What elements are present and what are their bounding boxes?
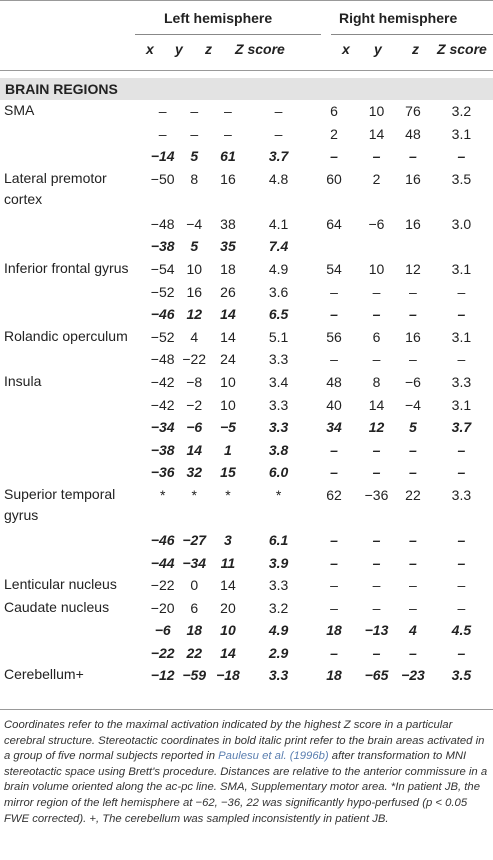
- value-cell: 14: [220, 306, 236, 323]
- value-cell: 40: [326, 396, 342, 413]
- value-cell: 3.3: [268, 667, 289, 684]
- value-cell: 18: [326, 622, 342, 639]
- value-cell: −46: [150, 531, 175, 548]
- value-cell: −18: [216, 667, 240, 684]
- col-left-y: y: [175, 41, 183, 57]
- value-cell: 4: [409, 622, 417, 639]
- value-cell: −50: [150, 170, 175, 187]
- value-cell: 3.1: [451, 328, 472, 345]
- value-cell: −52: [150, 328, 175, 345]
- value-cell: 8: [190, 170, 199, 187]
- value-cell: 3.2: [451, 103, 472, 119]
- value-cell: 1: [224, 441, 232, 458]
- value-cell: 3.1: [451, 396, 472, 413]
- region-cell: SMA: [4, 102, 35, 118]
- value-cell: 48: [326, 373, 342, 390]
- value-cell: 3.1: [451, 125, 472, 142]
- value-cell: 2: [330, 125, 338, 142]
- table-row: [0, 416, 493, 439]
- value-cell: 14: [220, 328, 236, 345]
- region-cell: Lateral premotor cortex: [4, 169, 107, 207]
- region-cell: [0, 642, 147, 665]
- value-cell: –: [158, 125, 167, 142]
- value-cell: −42: [150, 396, 175, 413]
- value-cell: 3.8: [268, 441, 289, 458]
- value-cell: 0: [190, 577, 199, 594]
- region-cell: [0, 394, 147, 417]
- value-cell: 35: [220, 238, 236, 255]
- value-cell: 34: [326, 419, 342, 436]
- value-cell: 38: [220, 215, 236, 232]
- value-cell: −34: [150, 419, 175, 436]
- value-cell: −6: [154, 622, 171, 639]
- value-cell: –: [158, 103, 167, 119]
- region-cell: [0, 213, 147, 236]
- value-cell: –: [190, 103, 199, 119]
- left-hemisphere-heading: Left hemisphere: [164, 10, 273, 26]
- value-cell: 32: [186, 464, 203, 481]
- value-cell: 3.3: [268, 351, 289, 368]
- value-cell: –: [409, 283, 417, 300]
- value-cell: 6: [190, 599, 199, 616]
- table-row: [0, 664, 493, 687]
- value-cell: –: [372, 599, 381, 616]
- value-cell: –: [457, 306, 466, 323]
- value-cell: 3.7: [268, 148, 289, 165]
- value-cell: −38: [150, 441, 175, 458]
- table-row: [0, 303, 493, 326]
- value-cell: –: [409, 531, 417, 548]
- value-cell: 4.9: [268, 260, 289, 277]
- value-cell: –: [274, 103, 283, 119]
- value-cell: 18: [220, 260, 236, 277]
- value-cell: −52: [150, 283, 175, 300]
- value-cell: 3.3: [268, 577, 289, 594]
- value-cell: [357, 235, 396, 258]
- value-cell: *: [275, 486, 282, 503]
- value-cell: 16: [405, 170, 421, 187]
- right-hemisphere-heading: Right hemisphere: [339, 10, 458, 26]
- value-cell: 4.8: [268, 170, 289, 187]
- value-cell: −44: [150, 554, 175, 571]
- table-row: [0, 258, 493, 281]
- col-left-x: x: [146, 41, 154, 57]
- value-cell: −6: [186, 419, 203, 436]
- value-cell: –: [457, 351, 466, 368]
- value-cell: 16: [186, 283, 203, 300]
- value-cell: 14: [368, 125, 385, 142]
- value-cell: −22: [182, 351, 207, 368]
- table-row: [0, 145, 493, 168]
- value-cell: 62: [326, 486, 342, 503]
- table-row: [0, 574, 493, 597]
- table-row: [0, 326, 493, 349]
- table-row: [0, 461, 493, 484]
- region-cell: [0, 303, 147, 326]
- value-cell: –: [409, 306, 417, 323]
- value-cell: –: [330, 351, 338, 368]
- value-cell: 3.5: [451, 667, 472, 684]
- value-cell: –: [330, 306, 338, 323]
- value-cell: 2: [372, 170, 381, 187]
- value-cell: 14: [186, 441, 203, 458]
- value-cell: 6.1: [268, 531, 289, 548]
- value-cell: –: [372, 351, 381, 368]
- value-cell: –: [372, 644, 381, 661]
- region-cell: [0, 416, 147, 439]
- value-cell: –: [330, 554, 338, 571]
- value-cell: −54: [150, 260, 175, 277]
- value-cell: 12: [405, 260, 421, 277]
- value-cell: −46: [150, 306, 175, 323]
- value-cell: –: [372, 531, 381, 548]
- value-cell: −13: [364, 622, 389, 639]
- col-right-zscore: Z score: [437, 41, 487, 57]
- value-cell: 4.1: [268, 215, 289, 232]
- value-cell: −42: [150, 373, 175, 390]
- value-cell: 12: [368, 419, 385, 436]
- value-cell: 14: [220, 644, 236, 661]
- right-group-rule: [331, 34, 493, 35]
- region-cell: Superior temporal gyrus: [4, 485, 116, 523]
- value-cell: 16: [220, 170, 236, 187]
- section-band: [0, 78, 493, 100]
- value-cell: 54: [326, 260, 342, 277]
- value-cell: –: [457, 554, 466, 571]
- value-cell: −20: [150, 599, 175, 616]
- top-rule: [0, 0, 493, 1]
- value-cell: 4.9: [268, 622, 289, 639]
- value-cell: 16: [405, 328, 421, 345]
- value-cell: 5.1: [268, 328, 289, 345]
- table-row: [0, 439, 493, 462]
- value-cell: 10: [220, 396, 236, 413]
- value-cell: −36: [364, 486, 389, 503]
- value-cell: 6.0: [268, 464, 289, 481]
- table-row: [0, 597, 493, 620]
- value-cell: 5: [409, 419, 417, 436]
- col-right-y: y: [374, 41, 382, 57]
- value-cell: −4: [186, 215, 203, 232]
- value-cell: –: [409, 554, 417, 571]
- value-cell: 26: [220, 283, 236, 300]
- table-row: [0, 235, 493, 258]
- value-cell: −6: [368, 215, 385, 232]
- value-cell: 8: [372, 373, 381, 390]
- table-row: [0, 642, 493, 665]
- value-cell: −23: [401, 667, 425, 684]
- value-cell: 3.0: [451, 215, 472, 232]
- value-cell: −27: [182, 531, 207, 548]
- header-rule: [0, 70, 493, 71]
- value-cell: 6: [372, 328, 381, 345]
- value-cell: 3.6: [268, 283, 289, 300]
- value-cell: −65: [364, 667, 389, 684]
- data-table: [0, 100, 493, 687]
- region-cell: Cerebellum+: [4, 666, 84, 683]
- region-cell: [0, 461, 147, 484]
- value-cell: –: [224, 125, 232, 142]
- value-cell: 10: [368, 260, 385, 277]
- region-cell: [0, 529, 147, 552]
- value-cell: *: [225, 486, 231, 503]
- value-cell: –: [372, 306, 381, 323]
- value-cell: 22: [405, 486, 421, 503]
- value-cell: 3.2: [268, 599, 289, 616]
- value-cell: 3.7: [451, 419, 472, 436]
- footnote-text-2: after transformation to MNI stereotactic space using Brett's procedure. Distances are relative to the anterior commissure in a brain volume oriented along the ac-pc line. SMA, Supplementary motor area. *In patient JB, the mirror region of the left hemisphere at −62, −36, 22 was significantly hypo-perfused (p < 0.05 FWE corrected). +, The cerebellum was sampled inconsistently in patient JB.: [4, 750, 488, 825]
- value-cell: –: [457, 577, 466, 594]
- value-cell: 10: [186, 260, 203, 277]
- value-cell: –: [330, 441, 338, 458]
- value-cell: –: [457, 441, 466, 458]
- table-row: [0, 529, 493, 552]
- table-row: [0, 168, 493, 213]
- region-cell: [0, 552, 147, 575]
- region-cell: [0, 145, 147, 168]
- value-cell: –: [330, 464, 338, 481]
- value-cell: 6: [330, 103, 338, 119]
- value-cell: 3.4: [268, 373, 289, 390]
- value-cell: 14: [368, 396, 385, 413]
- footnote-text-1: Coordinates refer to the maximal activation indicated by the highest Z score in a particular cerebral structure. Stereotactic coordinates in bold italic print refer to the brain areas activated in a group of five normal subjects reported in: [4, 719, 485, 763]
- region-cell: [0, 281, 147, 304]
- value-cell: 60: [326, 170, 342, 187]
- value-cell: 7.4: [268, 238, 289, 255]
- value-cell: –: [372, 464, 381, 481]
- table-row: [0, 394, 493, 417]
- section-title: BRAIN REGIONS: [5, 81, 118, 97]
- col-left-zscore: Z score: [235, 41, 285, 57]
- value-cell: 24: [220, 351, 236, 368]
- value-cell: [396, 235, 430, 258]
- value-cell: –: [409, 599, 417, 616]
- col-right-x: x: [342, 41, 350, 57]
- value-cell: 15: [220, 464, 236, 481]
- value-cell: 11: [220, 554, 236, 571]
- value-cell: –: [274, 125, 283, 142]
- table-row: [0, 619, 493, 642]
- value-cell: –: [457, 464, 466, 481]
- value-cell: *: [159, 486, 166, 503]
- value-cell: 3: [224, 531, 232, 548]
- value-cell: [430, 235, 493, 258]
- value-cell: –: [372, 148, 381, 165]
- region-cell: [0, 235, 147, 258]
- value-cell: 48: [405, 125, 421, 142]
- table-row: [0, 213, 493, 236]
- value-cell: 12: [186, 306, 203, 323]
- value-cell: 5: [190, 238, 199, 255]
- value-cell: [311, 235, 357, 258]
- value-cell: −14: [150, 148, 175, 165]
- left-group-rule: [135, 34, 321, 35]
- value-cell: 18: [186, 622, 203, 639]
- citation-link[interactable]: Paulesu et al. (1996b): [218, 750, 329, 763]
- value-cell: 22: [186, 644, 203, 661]
- value-cell: 4.5: [451, 622, 472, 639]
- value-cell: −34: [182, 554, 207, 571]
- value-cell: 4: [190, 328, 199, 345]
- value-cell: −4: [404, 396, 421, 413]
- value-cell: 3.3: [451, 373, 472, 390]
- table-row: [0, 552, 493, 575]
- region-cell: [0, 348, 147, 371]
- value-cell: –: [409, 464, 417, 481]
- region-cell: Rolandic operculum: [4, 327, 128, 344]
- col-right-z: z: [412, 41, 419, 57]
- value-cell: –: [409, 148, 417, 165]
- value-cell: 3.5: [451, 170, 472, 187]
- footnote: [4, 718, 489, 827]
- value-cell: –: [457, 644, 466, 661]
- region-cell: Lenticular nucleus: [4, 576, 117, 593]
- table-row: [0, 348, 493, 371]
- value-cell: 20: [220, 599, 236, 616]
- value-cell: –: [372, 577, 381, 594]
- value-cell: 10: [220, 373, 236, 390]
- value-cell: 3.3: [268, 396, 289, 413]
- region-cell: Caudate nucleus: [4, 598, 110, 615]
- value-cell: –: [372, 554, 381, 571]
- value-cell: –: [409, 351, 417, 368]
- value-cell: –: [330, 599, 338, 616]
- value-cell: −36: [150, 464, 175, 481]
- value-cell: –: [330, 644, 338, 661]
- value-cell: 5: [190, 148, 199, 165]
- value-cell: −8: [186, 373, 203, 390]
- value-cell: 3.9: [268, 554, 289, 571]
- value-cell: –: [409, 441, 417, 458]
- value-cell: 3.3: [451, 486, 472, 503]
- value-cell: −59: [182, 667, 207, 684]
- value-cell: –: [409, 644, 417, 661]
- table-row: [0, 484, 493, 529]
- value-cell: −38: [150, 238, 175, 255]
- region-cell: [0, 123, 147, 146]
- value-cell: −48: [150, 215, 175, 232]
- table-row: [0, 281, 493, 304]
- value-cell: –: [372, 441, 381, 458]
- value-cell: −2: [186, 396, 203, 413]
- bottom-rule: [0, 709, 493, 710]
- value-cell: −22: [150, 644, 175, 661]
- value-cell: –: [457, 531, 466, 548]
- value-cell: –: [372, 283, 381, 300]
- table-row: [0, 100, 493, 123]
- value-cell: –: [457, 599, 466, 616]
- value-cell: –: [190, 125, 199, 142]
- value-cell: 6.5: [268, 306, 289, 323]
- value-cell: –: [457, 148, 466, 165]
- value-cell: –: [457, 283, 466, 300]
- value-cell: −6: [404, 373, 421, 390]
- value-cell: 16: [405, 215, 421, 232]
- value-cell: –: [330, 531, 338, 548]
- value-cell: −5: [219, 419, 236, 436]
- value-cell: 64: [326, 215, 342, 232]
- value-cell: –: [224, 103, 232, 119]
- value-cell: 10: [368, 103, 385, 119]
- value-cell: –: [409, 577, 417, 594]
- value-cell: 14: [220, 577, 236, 594]
- region-cell: Insula: [4, 372, 42, 389]
- table-row: [0, 371, 493, 394]
- value-cell: *: [191, 486, 197, 503]
- value-cell: 2.9: [268, 644, 289, 661]
- table-row: [0, 123, 493, 146]
- value-cell: –: [330, 577, 338, 594]
- value-cell: 10: [220, 622, 236, 639]
- region-cell: [0, 619, 147, 642]
- value-cell: –: [330, 148, 338, 165]
- col-left-z: z: [205, 41, 212, 57]
- value-cell: –: [330, 283, 338, 300]
- value-cell: −12: [150, 667, 175, 684]
- value-cell: −48: [150, 351, 175, 368]
- value-cell: 76: [405, 103, 421, 119]
- value-cell: 3.3: [268, 419, 289, 436]
- value-cell: 18: [326, 667, 342, 684]
- region-cell: Inferior frontal gyrus: [4, 259, 129, 276]
- region-cell: [0, 439, 147, 462]
- value-cell: 56: [326, 328, 342, 345]
- value-cell: 61: [220, 148, 236, 165]
- value-cell: −22: [150, 577, 175, 594]
- value-cell: 3.1: [451, 260, 472, 277]
